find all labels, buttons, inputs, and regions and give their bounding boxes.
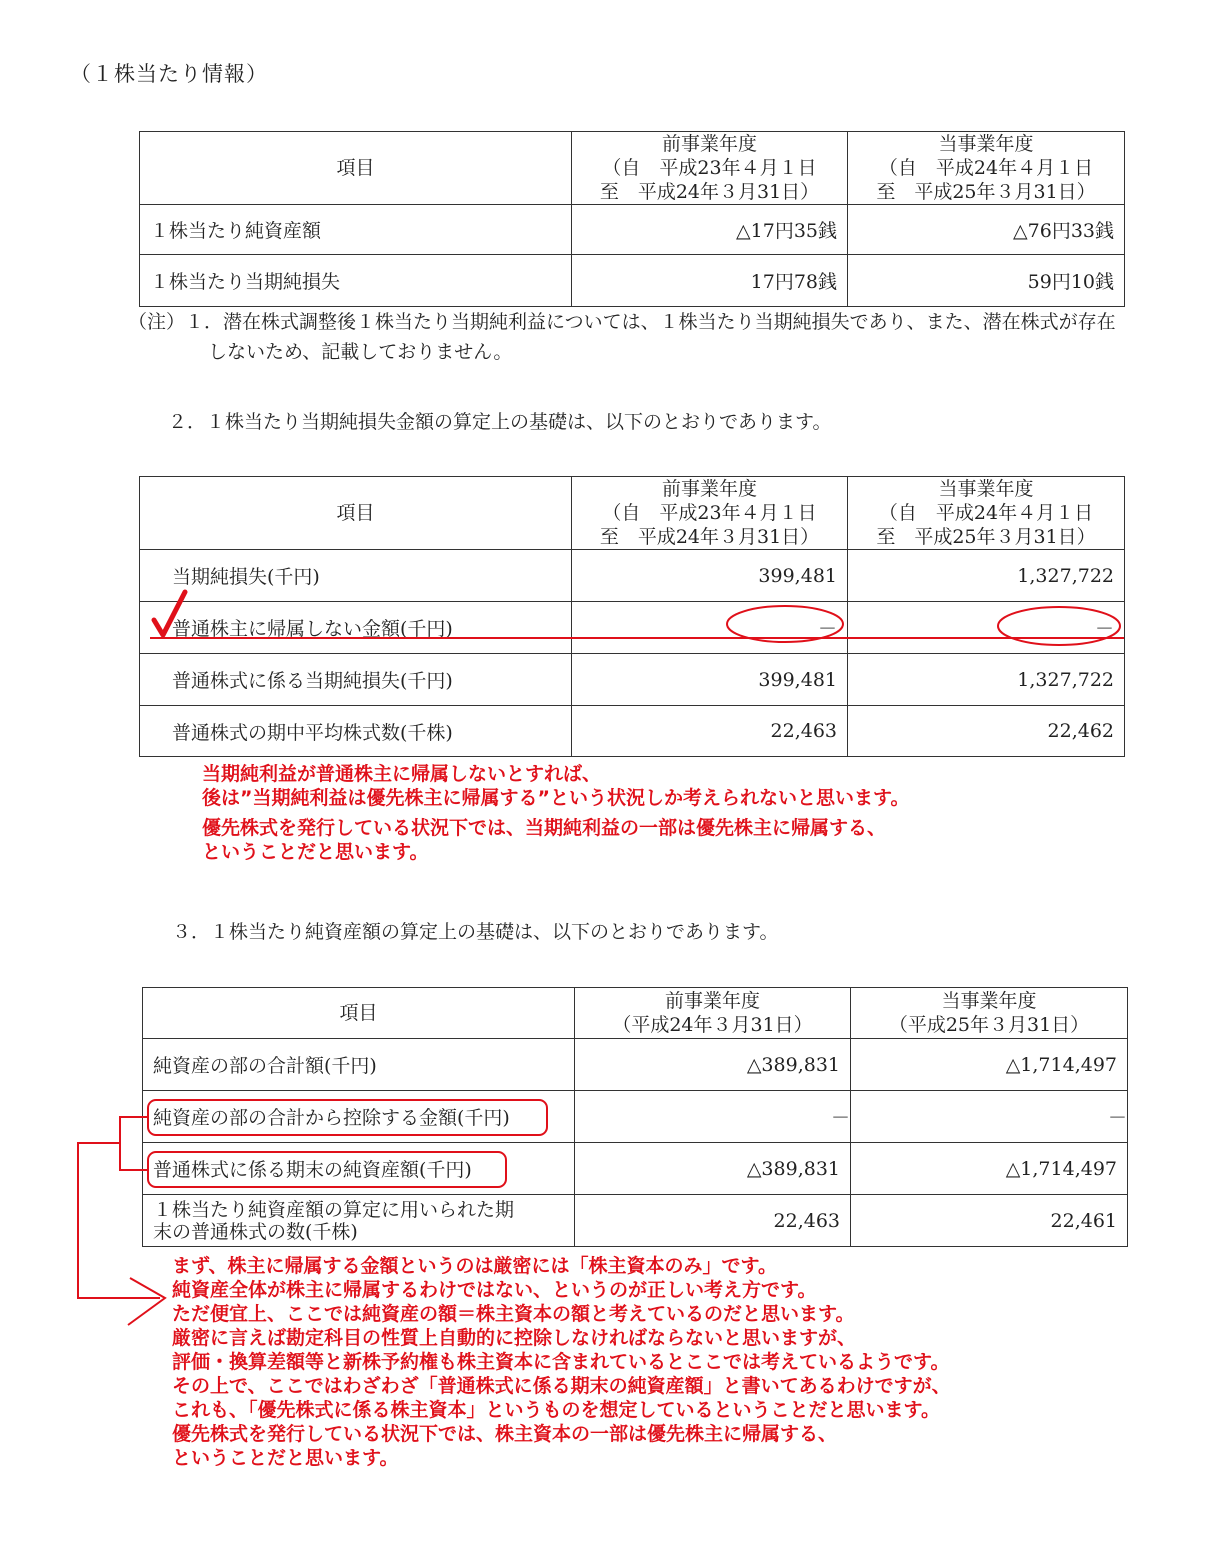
row-curr-value: － (848, 602, 1125, 654)
row-label: 普通株式の期中平均株式数(千株) (140, 706, 572, 757)
row-curr-value: △1,714,497 (851, 1143, 1128, 1195)
table-header-row (140, 477, 1125, 550)
row-label: 普通株式に係る当期純損失(千円) (140, 654, 572, 706)
row-label: 普通株式に係る期末の純資産額(千円) (143, 1143, 575, 1195)
row-prev-value: 17円78銭 (572, 255, 848, 307)
header-prev-year: 前事業年度 （自 平成23年４月１日 至 平成24年３月31日） (572, 132, 848, 205)
footnote-line-1: 潜在株式調整後１株当たり当期純利益については、１株当たり当期純損失であり、また、潜在株式が存在 (223, 311, 1116, 333)
row-prev-value: － (575, 1091, 851, 1143)
table-row (140, 602, 1125, 654)
comment-line: 優先株式を発行している状況下では、株主資本の一部は優先株主に帰属する、 (172, 1423, 838, 1445)
section-3-title: ３．１株当たり純資産額の算定上の基礎は、以下のとおりであります。 (172, 921, 779, 943)
table-row (140, 205, 1125, 255)
row-curr-value: 1,327,722 (848, 550, 1125, 602)
header-item: 項目 (143, 988, 575, 1039)
comment-line: ということだと思います。 (172, 1447, 399, 1469)
annotation-comment-1 (202, 762, 909, 864)
row-curr-value: 22,462 (848, 706, 1125, 757)
header-item: 項目 (140, 132, 572, 205)
row-prev-value: 22,463 (575, 1195, 851, 1247)
table-row (140, 550, 1125, 602)
comment-line: まず、株主に帰属する金額というのは厳密には「株主資本のみ」です。 (172, 1255, 777, 1277)
row-label: １株当たり当期純損失 (140, 255, 572, 307)
comment-line: ということだと思います。 (202, 841, 429, 863)
comment-line: その上で、ここではわざわざ「普通株式に係る期末の純資産額」と書いてあるわけですが、 (172, 1375, 951, 1397)
table-header-row (143, 988, 1128, 1039)
row-prev-value: 399,481 (572, 654, 848, 706)
comment-line: 優先株式を発行している状況下では、当期純利益の一部は優先株主に帰属する、 (202, 817, 887, 839)
row-label: 純資産の部の合計額(千円) (143, 1039, 575, 1091)
table-row (143, 1091, 1128, 1143)
table-row (143, 1039, 1128, 1091)
per-share-info-table (139, 131, 1125, 307)
table-row (140, 654, 1125, 706)
header-prev-year: 前事業年度 （平成24年３月31日） (575, 988, 851, 1039)
arrow-head-icon (128, 1278, 165, 1325)
comment-line: 厳密に言えば勘定科目の性質上自動的に控除しなければならないと思いますが、 (172, 1327, 857, 1349)
row-curr-value: 22,461 (851, 1195, 1128, 1247)
page-title: （１株当たり情報） (70, 62, 268, 86)
table-row (140, 706, 1125, 757)
header-curr-year: 当事業年度 （自 平成24年４月１日 至 平成25年３月31日） (848, 132, 1125, 205)
row-prev-value: 22,463 (572, 706, 848, 757)
row-prev-value: △17円35銭 (572, 205, 848, 255)
comment-line: 当期純利益が普通株主に帰属しないとすれば、 (202, 763, 602, 785)
row-label: １株当たり純資産額 (140, 205, 572, 255)
row-label: １株当たり純資産額の算定に用いられた期 末の普通株式の数(千株) (143, 1195, 575, 1247)
table-row (143, 1143, 1128, 1195)
row-curr-value: － (851, 1091, 1128, 1143)
comment-line: ただ便宜上、ここでは純資産の額＝株主資本の額と考えているのだと思います。 (172, 1303, 855, 1325)
row-curr-value: △76円33銭 (848, 205, 1125, 255)
header-prev-year: 前事業年度 （自 平成23年４月１日 至 平成24年３月31日） (572, 477, 848, 550)
header-curr-year: 当事業年度 （自 平成24年４月１日 至 平成25年３月31日） (848, 477, 1125, 550)
header-curr-year: 当事業年度 （平成25年３月31日） (851, 988, 1128, 1039)
row-prev-value: － (572, 602, 848, 654)
table-row (140, 255, 1125, 307)
footnote-line-2: しないため、記載しておりません。 (208, 341, 513, 363)
row-label: 当期純損失(千円) (140, 550, 572, 602)
row-label: 普通株主に帰属しない金額(千円) (140, 602, 572, 654)
section-2-title: ２．１株当たり当期純損失金額の算定上の基礎は、以下のとおりであります。 (168, 411, 832, 433)
annotation-comment-2 (172, 1254, 951, 1470)
row-label: 純資産の部の合計から控除する金額(千円) (143, 1091, 575, 1143)
header-item: 項目 (140, 477, 572, 550)
row-prev-value: 399,481 (572, 550, 848, 602)
row-prev-value: △389,831 (575, 1143, 851, 1195)
row-curr-value: 59円10銭 (848, 255, 1125, 307)
comment-line: 純資産全体が株主に帰属するわけではない、というのが正しい考え方です。 (172, 1279, 817, 1301)
comment-line: これも、「優先株式に係る株主資本」というものを想定しているということだと思います。 (172, 1399, 940, 1421)
comment-line: 評価・換算差額等と新株予約権も株主資本に含まれているとここでは考えているようです。 (172, 1351, 950, 1373)
comment-line: 後は”当期純利益は優先株主に帰属する”という状況しか考えられないと思います。 (202, 787, 910, 809)
table-row (143, 1195, 1128, 1247)
net-assets-basis-table (142, 987, 1128, 1247)
row-curr-value: 1,327,722 (848, 654, 1125, 706)
row-curr-value: △1,714,497 (851, 1039, 1128, 1091)
footnote-1 (128, 308, 1116, 336)
net-loss-basis-table (139, 476, 1125, 757)
footnote-prefix: （注）１． (128, 311, 224, 333)
table-header-row (140, 132, 1125, 205)
row-prev-value: △389,831 (575, 1039, 851, 1091)
